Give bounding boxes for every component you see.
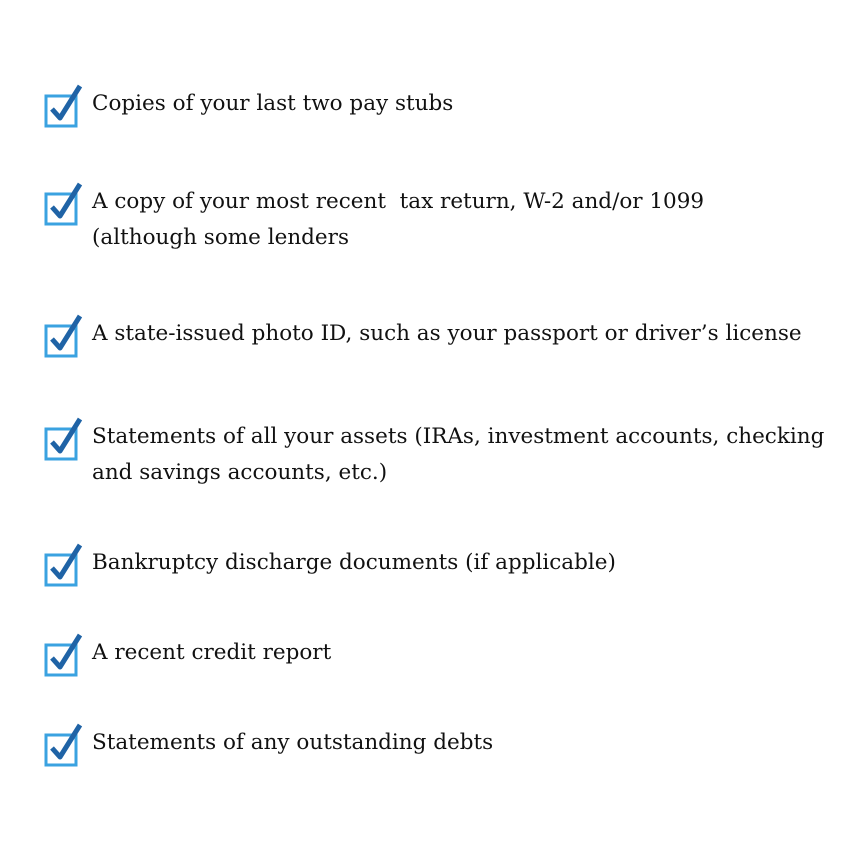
checklist-item-text <box>92 419 825 491</box>
checklist-item-text <box>92 545 822 581</box>
checklist-item-line: A recent credit report <box>92 640 332 665</box>
checklist-item-text <box>92 86 822 122</box>
checkmark-checkbox-icon <box>44 188 80 224</box>
checklist-item-line: A copy of your most recent tax return, W-2 and/or 1099 <box>92 189 705 214</box>
checkmark-checkbox-icon <box>44 729 80 765</box>
checkmark-checkbox-icon <box>44 549 80 585</box>
checklist-item-text <box>92 316 822 352</box>
checkmark-checkbox-icon <box>44 320 80 356</box>
checklist-item-line: Copies of your last two pay stubs <box>92 91 454 116</box>
checkmark-checkbox-icon <box>44 423 80 459</box>
checklist-item-text <box>92 635 822 671</box>
checklist-item-line: Statements of any outstanding debts <box>92 730 494 755</box>
checkmark-checkbox-icon <box>44 90 80 126</box>
checklist-item-line: and savings accounts, etc.) <box>92 460 388 485</box>
checkmark-checkbox-icon <box>44 639 80 675</box>
checklist-item-line: A state-issued photo ID, such as your passport or driver’s license <box>92 321 802 346</box>
checklist-item-line: Bankruptcy discharge documents (if applicable) <box>92 550 616 575</box>
checklist-item-line: Statements of all your assets (IRAs, investment accounts, checking <box>92 424 825 449</box>
checklist-item-text <box>92 725 822 761</box>
checklist-item-text <box>92 184 822 256</box>
checklist-item-line: (although some lenders <box>92 225 349 250</box>
